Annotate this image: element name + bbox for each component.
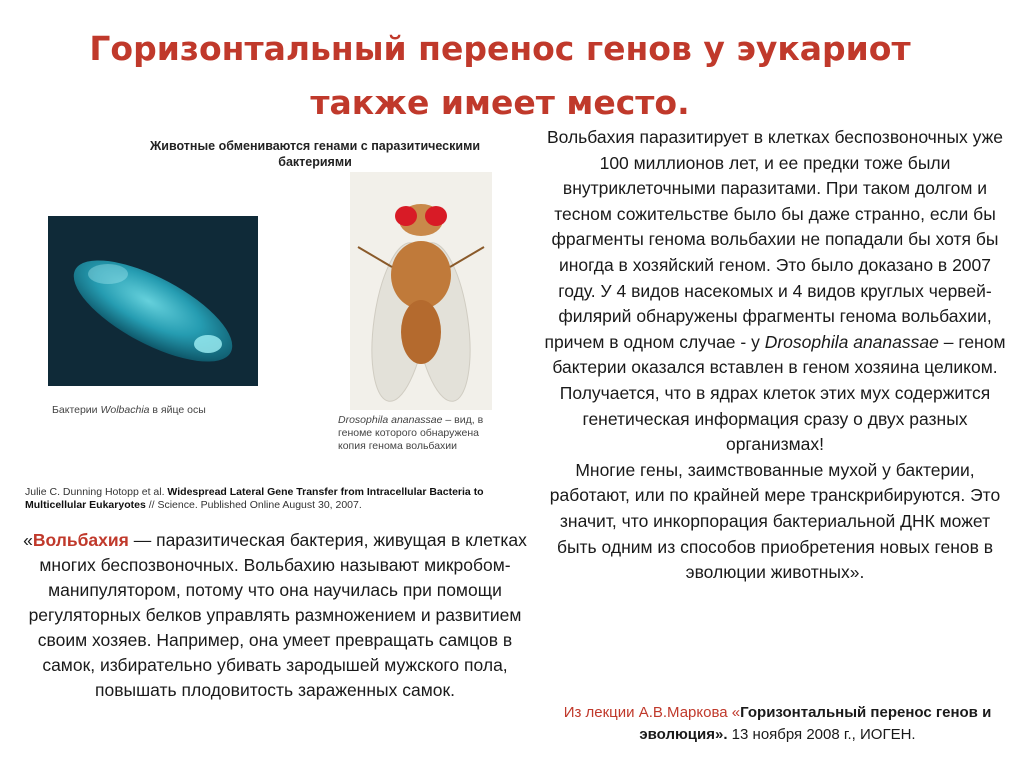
citation-source: Из лекции А.В.Маркова «: [563, 704, 741, 721]
wolbachia-definition: [20, 528, 530, 703]
figure-source: [25, 486, 520, 512]
source-authors: Julie C. Dunning Hotopp et al.: [25, 486, 168, 498]
term-wolbachia: Вольбахия: [32, 530, 129, 550]
slide-title: [0, 22, 1000, 130]
source-journal: // Science. Published Online August 30, 2007.: [145, 499, 362, 511]
species-name: Drosophila ananassae: [764, 331, 939, 352]
paragraph-1: [540, 125, 1010, 458]
explanation-text: [540, 125, 1010, 586]
title-line-1: Горизонтальный перенос генов у эукариот: [89, 29, 911, 68]
title-line-2: также имеет место.: [310, 83, 690, 122]
paragraph-1-part-b: – геном бактерии оказался вставлен в геном хозяина целиком. Получается, что в ядрах клеток этих мух содержится генетическая информация сразу о двух разных организмах!: [552, 331, 1006, 455]
fly-image: [350, 172, 492, 410]
figure-caption-top: Животные обмениваются генами с паразитическими бактериями: [149, 139, 481, 169]
caption-wolbachia-pre: Бактерии: [52, 404, 101, 416]
caption-wolbachia-post: в яйце осы: [149, 404, 206, 416]
lecture-citation: [535, 702, 1020, 746]
open-quote: «: [23, 530, 33, 550]
caption-wolbachia: [52, 404, 206, 416]
wolbachia-micrograph: [48, 216, 258, 386]
caption-drosophila: [338, 414, 508, 453]
paragraph-2: Многие гены, заимствованные мухой у бактерии, работают, или по крайней мере транскрибируются. Это значит, что инкорпорация бактериальной ДНК может быть одним из способов приобретения новых генов в эволюции животных».: [549, 459, 1001, 583]
drosophila-photo: [350, 172, 492, 410]
source-article-title: Widespread Lateral Gene Transfer from Intracellular Bacteria to Multicellular Eukaryotes: [25, 486, 484, 511]
caption-drosophila-text: – вид, в геноме которого обнаружена копия генома вольбахии: [338, 414, 484, 452]
citation-title: Горизонтальный перенос генов и эволюция».: [639, 704, 992, 743]
caption-drosophila-species: Drosophila ananassae: [338, 414, 443, 426]
citation-date: 13 ноября 2008 г., ИОГЕН.: [727, 726, 916, 743]
paragraph-1-part-a: Вольбахия паразитирует в клетках беспозвоночных уже 100 миллионов лет, и ее предки тоже были внутриклеточными паразитами. При таком долгом и тесном сожительстве было бы даже странно, если бы фрагменты генома вольбахии не попадали бы хотя бы иногда в хозяйский геном. Это было доказано в 2007 году. У 4 видов насекомых и 4 видов круглых червей-филярий обнаружены фрагменты генома вольбахии, причем в одном случае - у: [544, 127, 1004, 352]
figure-panel: [20, 122, 520, 522]
caption-wolbachia-species: Wolbachia: [100, 404, 150, 416]
micrograph-image: [48, 216, 258, 386]
definition-body: — паразитическая бактерия, живущая в клетках многих беспозвоночных. Вольбахию называют микробом-манипулятором, потому что она научилась при помощи регуляторных белков управлять размножением и развитием своим хозяев. Например, она умеет превращать самцов в самок, избирательно убивать зародышей мужского пола, повышать плодовитость зараженных самок.: [28, 530, 527, 700]
